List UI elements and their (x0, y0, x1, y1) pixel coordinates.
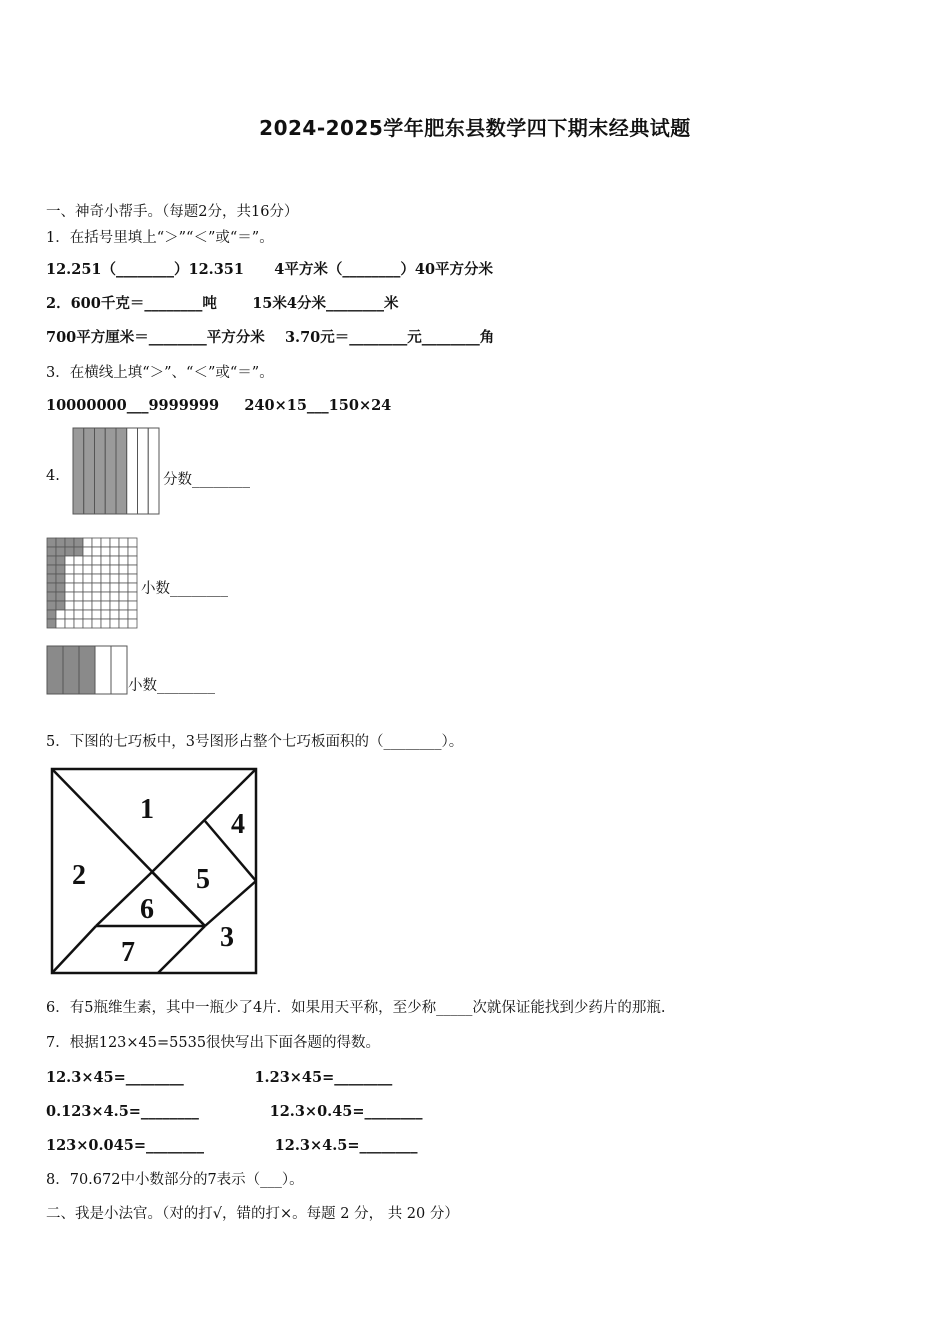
section-1-heading: 一、神奇小帮手。（每题2分，共16分） (46, 204, 299, 220)
grid-cell (92, 583, 101, 592)
grid-cell (101, 556, 110, 565)
q4-fraction-label: 分数________ (163, 472, 250, 488)
grid-cell (92, 601, 101, 610)
grid-cell (47, 547, 56, 556)
grid-cell (128, 574, 137, 583)
grid-cell (119, 601, 128, 610)
q4-decimal-label-2: 小数________ (128, 678, 215, 694)
fraction-strip (138, 428, 149, 514)
grid-cell (110, 610, 119, 619)
grid-cell (47, 601, 56, 610)
grid-cell (110, 592, 119, 601)
grid-cell (65, 583, 74, 592)
grid-cell (56, 619, 65, 628)
grid-cell (83, 592, 92, 601)
fraction-strip (148, 428, 159, 514)
grid-cell (128, 565, 137, 574)
grid-cell (65, 601, 74, 610)
grid-cell (128, 601, 137, 610)
grid-cell (56, 556, 65, 565)
grid-cell (119, 574, 128, 583)
grid-cell (47, 619, 56, 628)
grid-cell (128, 592, 137, 601)
grid-cell (56, 583, 65, 592)
grid-cell (92, 556, 101, 565)
grid-cell (83, 610, 92, 619)
q3-items: 10000000___9999999 240×15___150×24 (46, 397, 392, 414)
grid-cell (128, 538, 137, 547)
tangram-label-5: 5 (196, 864, 210, 895)
grid-cell (65, 574, 74, 583)
q5-prompt: 5．下图的七巧板中，3号图形占整个七巧板面积的（________）。 (46, 734, 464, 750)
grid-cell (119, 592, 128, 601)
grid-cell (47, 538, 56, 547)
grid-cell (47, 583, 56, 592)
grid-cell (74, 619, 83, 628)
q7-prompt: 7．根据123×45=5535很快写出下面各题的得数。 (46, 1035, 381, 1051)
grid-cell (110, 583, 119, 592)
grid-cell (128, 619, 137, 628)
tangram-label-6: 6 (140, 894, 154, 925)
grid-cell (101, 592, 110, 601)
q1-items: 12.251（________）12.351 4平方米（________）40平方分米 (46, 261, 494, 278)
grid-cell (110, 556, 119, 565)
grid-cell (83, 547, 92, 556)
grid-cell (47, 565, 56, 574)
page-title: 2024-2025学年肥东县数学四下期末经典试题 (259, 116, 691, 140)
grid-cell (119, 556, 128, 565)
grid-cell (74, 583, 83, 592)
tangram-label-1: 1 (140, 794, 154, 825)
fraction-strip (105, 428, 116, 514)
grid-cell (119, 610, 128, 619)
tangram-figure (48, 766, 260, 976)
fraction-strip (84, 428, 95, 514)
grid-cell (119, 547, 128, 556)
grid-cell (101, 619, 110, 628)
grid-cell (101, 610, 110, 619)
q1-prompt: 1．在括号里填上“＞”“＜”或“＝”。 (46, 230, 274, 246)
grid-cell (74, 601, 83, 610)
grid-cell (65, 565, 74, 574)
section-2-heading: 二、我是小法官。（对的打√，错的打×。每题 2 分， 共 20 分） (46, 1206, 459, 1222)
fraction-strip (73, 428, 84, 514)
q8-text: 8．70.672中小数部分的7表示（___）。 (46, 1172, 304, 1188)
q4-number: 4. (46, 468, 60, 484)
grid-cell (74, 574, 83, 583)
grid-cell (128, 583, 137, 592)
grid-cell (56, 538, 65, 547)
q2-line2: 700平方厘米＝________平方分米 3.70元＝________元________角 (46, 329, 495, 346)
grid-cell (47, 592, 56, 601)
grid-cell (110, 538, 119, 547)
q3-prompt: 3．在横线上填“＞”、“＜”或“＝”。 (46, 365, 274, 381)
tangram-label-7: 7 (121, 937, 135, 968)
grid-cell (47, 610, 56, 619)
grid-cell (92, 610, 101, 619)
grid-cell (128, 556, 137, 565)
tangram-label-3: 3 (220, 922, 234, 953)
grid-cell (83, 556, 92, 565)
grid-cell (74, 556, 83, 565)
grid-cell (83, 619, 92, 628)
fraction-strip (95, 428, 106, 514)
tangram-label-2: 2 (72, 860, 86, 891)
grid-cell (74, 538, 83, 547)
grid-cell (110, 565, 119, 574)
grid-cell (101, 547, 110, 556)
q6-text: 6．有5瓶维生素，其中一瓶少了4片．如果用天平称，至少称_____次就保证能找到少药片的那瓶. (46, 1000, 666, 1016)
grid-cell (92, 538, 101, 547)
grid-cell (92, 592, 101, 601)
grid-cell (65, 619, 74, 628)
grid-cell (83, 583, 92, 592)
hundred-grid-figure (46, 537, 138, 629)
q7-row1: 12.3×45=________ 1.23×45=________ (46, 1069, 393, 1086)
q7-row2: 0.123×4.5=________ 12.3×0.45=________ (46, 1103, 423, 1120)
grid-cell (74, 610, 83, 619)
fraction-strip (127, 428, 138, 514)
grid-cell (119, 583, 128, 592)
grid-cell (65, 556, 74, 565)
tenths-bar-figure (46, 645, 128, 695)
grid-cell (128, 610, 137, 619)
grid-cell (110, 547, 119, 556)
grid-cell (119, 619, 128, 628)
grid-cell (92, 565, 101, 574)
grid-cell (92, 547, 101, 556)
grid-cell (83, 574, 92, 583)
grid-cell (110, 574, 119, 583)
q7-row3: 123×0.045=________ 12.3×4.5=________ (46, 1137, 418, 1154)
grid-cell (101, 583, 110, 592)
grid-cell (101, 601, 110, 610)
grid-cell (110, 619, 119, 628)
grid-cell (128, 547, 137, 556)
grid-cell (83, 601, 92, 610)
grid-cell (101, 574, 110, 583)
grid-cell (56, 610, 65, 619)
grid-cell (83, 565, 92, 574)
grid-cell (56, 547, 65, 556)
grid-cell (56, 574, 65, 583)
grid-cell (119, 565, 128, 574)
grid-cell (92, 574, 101, 583)
grid-cell (74, 547, 83, 556)
grid-cell (47, 556, 56, 565)
grid-cell (56, 592, 65, 601)
grid-cell (101, 565, 110, 574)
grid-cell (101, 538, 110, 547)
grid-cell (74, 592, 83, 601)
grid-cell (56, 601, 65, 610)
grid-cell (56, 565, 65, 574)
grid-cell (65, 610, 74, 619)
grid-cell (83, 538, 92, 547)
fraction-strip (116, 428, 127, 514)
grid-cell (119, 538, 128, 547)
q4-decimal-label-1: 小数________ (141, 581, 228, 597)
tangram-label-4: 4 (231, 809, 245, 840)
q2-line1: 2．600千克＝________吨 15米4分米________米 (46, 295, 399, 312)
grid-cell (92, 619, 101, 628)
grid-cell (65, 538, 74, 547)
fraction-strip-figure (72, 427, 160, 515)
grid-cell (47, 574, 56, 583)
grid-cell (65, 547, 74, 556)
grid-cell (65, 592, 74, 601)
grid-cell (110, 601, 119, 610)
grid-cell (74, 565, 83, 574)
